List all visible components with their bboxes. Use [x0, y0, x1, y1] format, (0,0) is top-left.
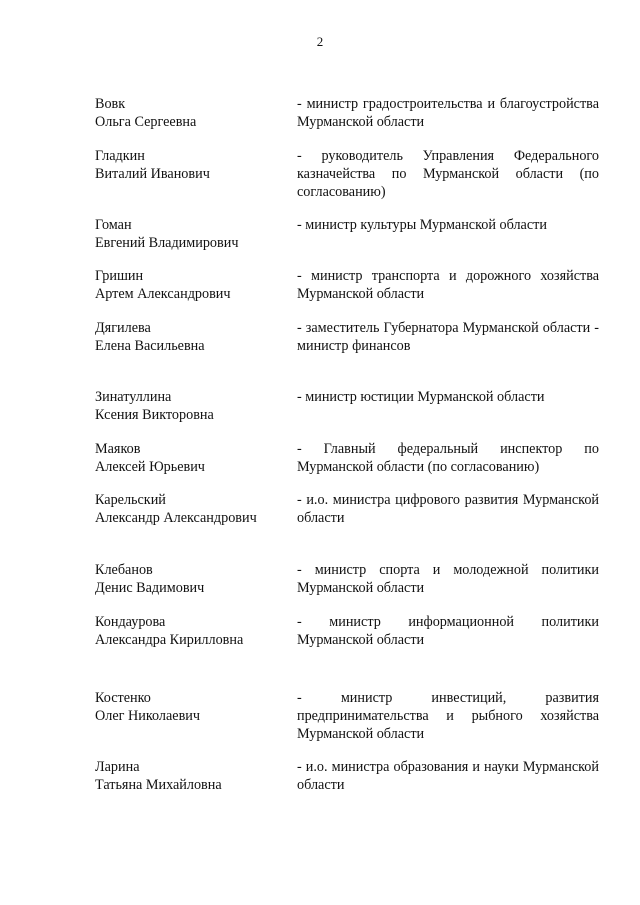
- position-title: - министр градостроительства и благоустройства Мурманской области: [297, 96, 599, 130]
- position-title: - министр инвестиций, развития предпринимательства и рыбного хозяйства Мурманской области: [297, 690, 599, 742]
- position-title: - министр транспорта и дорожного хозяйства Мурманской области: [297, 268, 599, 302]
- given-names: Олег Николаевич: [95, 708, 201, 724]
- given-names: Ольга Сергеевна: [95, 114, 197, 130]
- surname: Ларина: [95, 759, 140, 775]
- person-name: [95, 147, 285, 183]
- surname: Кондаурова: [95, 614, 166, 630]
- given-names: Виталий Иванович: [95, 166, 210, 182]
- person-name: [95, 689, 285, 725]
- surname: Костенко: [95, 690, 151, 706]
- surname: Маяков: [95, 441, 141, 457]
- given-names: Александр Александрович: [95, 510, 257, 526]
- given-names: Александра Кирилловна: [95, 632, 244, 648]
- surname: Вовк: [95, 96, 126, 112]
- person-name: [95, 267, 285, 303]
- given-names: Елена Васильевна: [95, 338, 205, 354]
- position-title: - и.о. министра образования и науки Мурманской области: [297, 759, 599, 793]
- given-names: Денис Вадимович: [95, 580, 205, 596]
- person-name: [95, 491, 285, 527]
- position-title: - Главный федеральный инспектор по Мурманской области (по согласованию): [297, 441, 599, 475]
- person-name: [95, 216, 285, 252]
- position-title: - министр культуры Мурманской области: [297, 217, 547, 233]
- position-title: - министр информационной политики Мурманской области: [297, 614, 599, 648]
- person-name: [95, 440, 285, 476]
- position-title: - заместитель Губернатора Мурманской области - министр финансов: [297, 320, 599, 354]
- person-name: [95, 613, 285, 649]
- position-title: - министр юстиции Мурманской области: [297, 389, 545, 405]
- position-title: - руководитель Управления Федерального казначейства по Мурманской области (по согласованию): [297, 148, 599, 200]
- given-names: Алексей Юрьевич: [95, 459, 205, 475]
- surname: Гришин: [95, 268, 144, 284]
- surname: Карельский: [95, 492, 166, 508]
- given-names: Ксения Викторовна: [95, 407, 214, 423]
- surname: Зинатуллина: [95, 389, 172, 405]
- surname: Дягилева: [95, 320, 151, 336]
- page-number: 2: [316, 34, 324, 49]
- surname: Гоман: [95, 217, 132, 233]
- person-name: [95, 95, 285, 131]
- person-name: [95, 319, 285, 355]
- person-name: [95, 758, 285, 794]
- surname: Клебанов: [95, 562, 153, 578]
- surname: Гладкин: [95, 148, 145, 164]
- given-names: Евгений Владимирович: [95, 235, 239, 251]
- given-names: Татьяна Михайловна: [95, 777, 222, 793]
- person-name: [95, 561, 285, 597]
- position-title: - министр спорта и молодежной политики Мурманской области: [297, 562, 599, 596]
- person-name: [95, 388, 285, 424]
- position-title: - и.о. министра цифрового развития Мурманской области: [297, 492, 599, 526]
- given-names: Артем Александрович: [95, 286, 231, 302]
